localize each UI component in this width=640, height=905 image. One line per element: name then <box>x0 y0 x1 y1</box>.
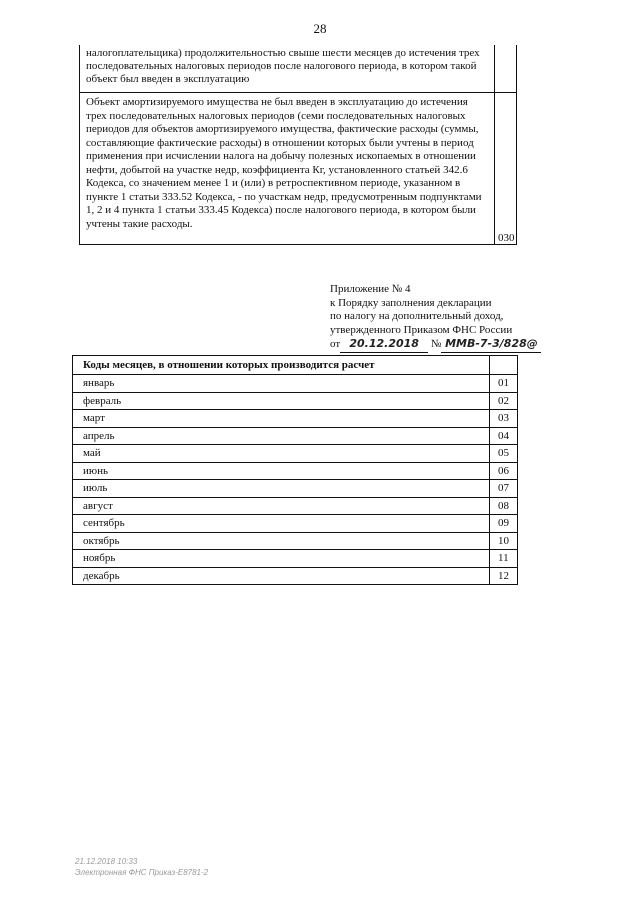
month-code: 01 <box>489 375 518 392</box>
month-code: 02 <box>489 393 518 410</box>
table-row <box>73 515 517 533</box>
footer-doc-id: Электронная ФНС Приказ-E8781-2 <box>75 868 209 877</box>
month-code: 03 <box>489 410 518 427</box>
table-divider <box>494 45 495 244</box>
appendix-title: Приложение № 4 <box>330 283 411 295</box>
table-row <box>73 375 517 393</box>
month-code: 08 <box>489 498 518 515</box>
month-code: 10 <box>489 533 518 550</box>
month-name: июнь <box>83 464 109 477</box>
from-label: от <box>330 338 341 350</box>
month-name: август <box>83 499 113 512</box>
month-name: сентябрь <box>83 517 125 529</box>
table-row <box>73 393 517 411</box>
table-row-text-1: налогоплательщика) продолжительностью свыше шести месяцев до истечения трех последовательных налоговых периодов после налогового периода, в котором такой объект был введен в эксплуатацию <box>86 47 480 85</box>
month-name: октябрь <box>83 534 120 547</box>
page-number: 28 <box>313 21 327 36</box>
month-code: 09 <box>489 515 518 532</box>
month-code: 11 <box>489 550 518 567</box>
table-row <box>73 410 517 428</box>
month-code: 04 <box>489 428 518 445</box>
month-code: 05 <box>489 445 518 462</box>
footer-stamp <box>75 856 208 878</box>
table-row <box>73 568 517 585</box>
table-row <box>73 445 517 463</box>
month-name: май <box>83 447 101 459</box>
month-name: март <box>83 412 105 424</box>
appendix-line-3: по налогу на дополнительный доход, <box>330 310 504 322</box>
appendix-header <box>330 283 541 353</box>
order-reference <box>330 337 541 353</box>
table-header-label: Коды месяцев, в отношении которых производится расчет <box>83 359 375 371</box>
month-name: декабрь <box>83 569 120 582</box>
appendix-line-2: к Порядку заполнения декларации <box>330 296 492 309</box>
table-row <box>73 428 517 446</box>
row-divider <box>80 92 516 93</box>
number-label: № <box>430 338 442 350</box>
conditions-table <box>79 45 517 245</box>
handwritten-date: 20.12.2018 <box>349 337 419 350</box>
table-header <box>73 356 517 375</box>
month-code: 12 <box>489 568 518 585</box>
month-codes-table <box>72 355 518 585</box>
table-row-code: 030 <box>498 232 515 244</box>
month-name: февраль <box>83 394 122 407</box>
month-code: 06 <box>489 463 518 480</box>
table-row <box>73 550 517 568</box>
month-name: ноябрь <box>83 552 116 564</box>
appendix-line-4: утвержденного Приказом ФНС России <box>330 323 513 336</box>
table-row <box>73 498 517 516</box>
month-name: июль <box>83 482 108 494</box>
month-name: апрель <box>83 429 115 442</box>
table-row-text-2: Объект амортизируемого имущества не был введен в эксплуатацию до истечения трех последовательных налоговых периодов (семи последовательных налоговых периодов для объектов амортизируемого имущества, фактические расходы (суммы, составляющие фактические расходы) в отношении которых были учтены в период применения при исчислении налога на добычу полезных ископаемых в отношении нефти, добытой на участке недр, коэффициента Кг, установленного статьей 342.6 Кодекса, со значением менее 1 и (или) в ретроспективном периоде, указанном в пункте 1 статьи 333.52 Кодекса, - по участкам недр, предусмотренным подпунктами 1, 2 и 4 пункта 1 статьи 333.45 Кодекса) после налогового периода, в котором были учтены такие расходы. <box>86 96 482 230</box>
footer-timestamp: 21.12.2018 10:33 <box>75 857 138 866</box>
handwritten-number: ММВ-7-3/828@ <box>445 337 538 350</box>
month-name: январь <box>83 377 115 389</box>
month-code: 07 <box>489 480 518 497</box>
table-row <box>73 463 517 481</box>
table-row <box>73 533 517 551</box>
table-row <box>73 480 517 498</box>
